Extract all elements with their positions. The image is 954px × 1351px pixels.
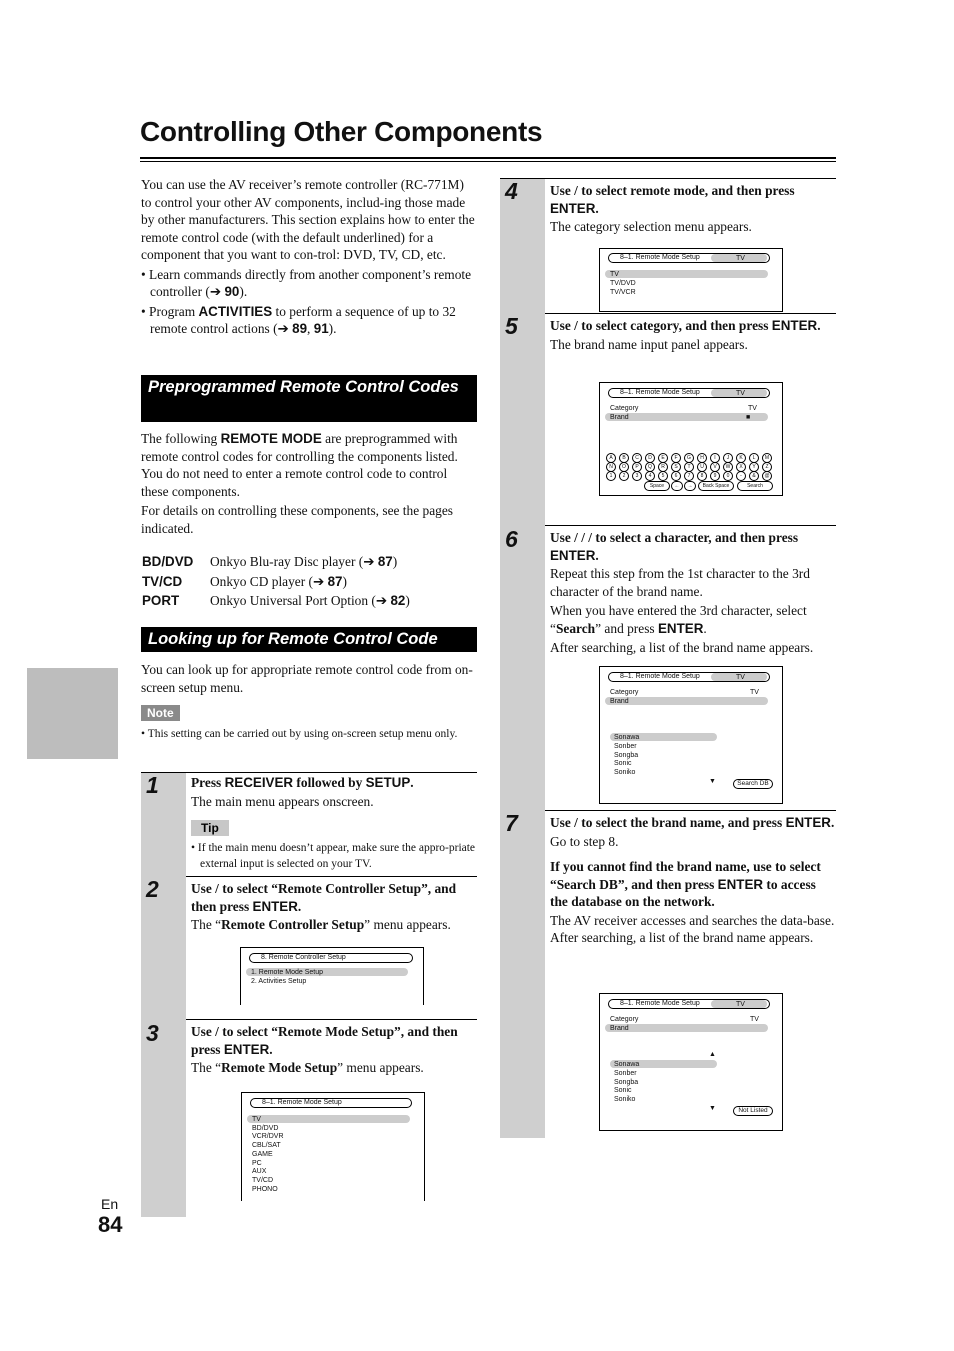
note-label: Note	[141, 704, 180, 722]
osd-brand-list: 8–1. Remote Mode Setup TV Category TV Brand Sonawa Sonber Songba Sonic Soniko ▼ Search DB	[599, 666, 783, 804]
osd-brand-item: Sonawa	[614, 734, 640, 741]
step-number: 6	[505, 526, 518, 552]
character-keys-row-2[interactable]: N O P Q R S T U V W X Y Z	[606, 462, 772, 472]
arrow-icon: ➔	[209, 284, 222, 299]
osd-brand-item: Soniko	[614, 1096, 636, 1103]
mode-row: PORT Onkyo Universal Port Option (➔ 82)	[142, 593, 410, 608]
intro-paragraph: You can use the AV receiver’s remote controller (RC-771M) to control your other AV components, includ-ing those made by other manufacturers. This section explains how to enter the remote control code (with the default underlined) for a component that you want to con-trol: DVD, TV, CD, etc.	[141, 177, 475, 262]
osd-brand-item: Songba	[614, 1079, 639, 1086]
cursor-left-button[interactable]: ←	[671, 481, 683, 491]
title-rule-thin	[140, 161, 836, 162]
osd-menu-item: TV/CD	[252, 1177, 273, 1184]
osd-brand-item: Songba	[614, 752, 639, 759]
osd-menu-item: VCR/DVR	[252, 1133, 284, 1140]
step-divider	[545, 313, 836, 314]
osd-menu-item: PHONO	[252, 1186, 278, 1193]
osd-brand-item: Sonic	[614, 1087, 632, 1094]
space-button[interactable]: Space	[644, 481, 670, 491]
language-label: En	[101, 1196, 119, 1212]
intro-bullet-1: • Learn commands directly from another component’s remote controller (➔ 90).	[141, 266, 472, 299]
step-5-result: The brand name input panel appears.	[550, 336, 748, 352]
step-7-instruction: Use / to select the brand name, and press ENTER.	[550, 815, 835, 830]
step-divider	[500, 178, 836, 179]
page-title: Controlling Other Components	[140, 116, 543, 147]
step-1-result: The main menu appears onscreen.	[191, 793, 374, 809]
intro-bullet-2: • Program ACTIVITIES to perform a sequence of up to 32 remote control actions (➔ 89, 91).	[141, 303, 456, 336]
osd-brand-item: Sonber	[614, 743, 637, 750]
scroll-down-icon: ▼	[709, 778, 716, 785]
mode-row: BD/DVD Onkyo Blu-ray Disc player (➔ 87)	[142, 554, 398, 569]
side-tab	[27, 668, 118, 759]
step-4	[550, 182, 836, 236]
step-7-search-db: If you cannot find the brand name, use to select “Search DB”, and then press ENTER to access the database on the network.	[550, 859, 821, 909]
section-heading-lookup: Looking up for Remote Control Code	[141, 627, 477, 652]
step-1-instruction: Press RECEIVER followed by SETUP.	[191, 775, 414, 790]
step-1	[191, 774, 477, 810]
not-listed-button[interactable]: Not Listed	[733, 1106, 773, 1116]
osd-brand-list-database: 8–1. Remote Mode Setup TV Category TV Brand ▲ Sonawa Sonber Songba Sonic Soniko ▼ Not Listed	[599, 993, 783, 1131]
step-number: 1	[146, 772, 159, 798]
step-4-instruction: Use / to select remote mode, and then press ENTER.	[550, 183, 795, 216]
step-3-instruction: Use / to select “Remote Mode Setup”, and then press ENTER.	[191, 1024, 458, 1057]
step-number: 4	[505, 178, 518, 204]
scroll-up-icon: ▲	[709, 1051, 716, 1058]
page-number: 84	[98, 1212, 123, 1237]
step-3-result: The “Remote Mode Setup” menu appears.	[191, 1060, 424, 1075]
osd-menu-item: BD/DVD	[252, 1125, 279, 1132]
arrow-icon: ➔	[277, 321, 289, 336]
tip-label: Tip	[191, 819, 229, 837]
step-6-instruction: Use / / / to select a character, and then press ENTER.	[550, 530, 799, 563]
step-divider	[186, 876, 477, 877]
search-db-button[interactable]: Search DB	[733, 779, 773, 789]
step-7-result: Go to step 8.	[550, 833, 619, 849]
step-column-left	[141, 772, 186, 1217]
osd-menu-item: PC	[252, 1160, 262, 1167]
section-heading-preprogrammed: Preprogrammed Remote Control Codes	[141, 375, 477, 422]
backspace-button[interactable]: Back Space	[698, 481, 734, 491]
section2-paragraph: You can look up for appropriate remote control code from on-screen setup menu.	[141, 662, 473, 695]
search-button[interactable]: Search	[737, 481, 773, 491]
mode-row: TV/CD Onkyo CD player (➔ 87)	[142, 573, 347, 589]
osd-brand-input: 8–1. Remote Mode Setup TV Category TV Brand ■ A B C D E F G H I J K L M N O P Q R S T U V W X Y Z 1 2 3 4 5 6 7 8 9 0 - & @ Space ← → Back Space Search	[599, 382, 783, 496]
step-2-result: The “Remote Controller Setup” menu appears.	[191, 917, 451, 932]
osd-menu-item: TV	[252, 1116, 261, 1123]
intro	[141, 176, 477, 338]
step-number: 5	[505, 313, 518, 339]
step-5	[550, 317, 836, 353]
cursor-right-button[interactable]: →	[684, 481, 696, 491]
osd-menu-item: AUX	[252, 1168, 267, 1175]
osd-menu-item: TV	[610, 271, 619, 278]
note-text: • This setting can be carried out by using on-screen setup menu only.	[141, 728, 458, 740]
osd-menu-item: CBL/SAT	[252, 1142, 281, 1149]
step-number: 3	[146, 1020, 159, 1046]
scroll-down-icon: ▼	[709, 1105, 716, 1112]
osd-brand-item: Sonic	[614, 760, 632, 767]
osd-remote-mode-setup: 8–1. Remote Mode Setup TV BD/DVD VCR/DVR CBL/SAT GAME PC AUX TV/CD PHONO	[241, 1092, 425, 1201]
step-6-paragraph: Repeat this step from the 1st character to the 3rd character of the brand name.	[550, 566, 810, 599]
osd-brand-item: Sonber	[614, 1070, 637, 1077]
character-keys-row-3[interactable]: 1 2 3 4 5 6 7 8 9 0 - & @	[606, 471, 772, 481]
osd-category-select: 8–1. Remote Mode Setup TV TV TV/DVD TV/VCR	[599, 248, 783, 312]
step-7	[550, 814, 836, 947]
osd-menu-item: TV/VCR	[610, 289, 636, 296]
step-5-instruction: Use / to select category, and then press ENTER.	[550, 318, 821, 333]
mode-list	[142, 552, 478, 611]
step-divider	[545, 810, 836, 811]
osd-brand-item: Sonawa	[614, 1061, 640, 1068]
step-6-paragraph: When you have entered the 3rd character, select “Search” and press ENTER.	[550, 603, 807, 636]
tip-text: • If the main menu doesn’t appear, make sure the appro-priate external input is selected on your TV.	[191, 842, 476, 870]
step-divider	[186, 1019, 477, 1020]
osd-menu-item: TV/DVD	[610, 280, 636, 287]
step-divider	[141, 772, 477, 773]
step-number: 2	[146, 876, 159, 902]
step-4-result: The category selection menu appears.	[550, 219, 752, 234]
osd-menu-item: 1. Remote Mode Setup	[251, 969, 323, 976]
step-2-instruction: Use / to select “Remote Controller Setup”, and then press ENTER.	[191, 881, 457, 914]
section1-body	[141, 430, 477, 537]
character-keys-row-1[interactable]: A B C D E F G H I J K L M	[606, 453, 772, 463]
step-divider	[545, 525, 836, 526]
step-7-paragraph: The AV receiver accesses and searches the data-base. After searching, a list of the brand name appears.	[550, 912, 835, 945]
step-2	[191, 880, 477, 934]
osd-brand-item: Soniko	[614, 769, 636, 776]
step-6	[550, 529, 836, 657]
title-rule	[140, 157, 836, 159]
section1-paragraph-2: For details on controlling these components, see the pages indicated.	[141, 503, 454, 536]
osd-menu-item: 2. Activities Setup	[251, 978, 307, 985]
step-6-paragraph: After searching, a list of the brand name appears.	[550, 640, 814, 655]
osd-remote-controller-setup: 8. Remote Controller Setup 1. Remote Mode Setup 2. Activities Setup	[240, 947, 424, 1005]
step-3	[191, 1023, 477, 1077]
section1-paragraph-1: The following REMOTE MODE are preprogrammed with remote control codes for controlling the components listed. You do not need to enter a remote control code to control these components.	[141, 431, 458, 499]
step-number: 7	[505, 810, 518, 836]
osd-menu-item: GAME	[252, 1151, 273, 1158]
